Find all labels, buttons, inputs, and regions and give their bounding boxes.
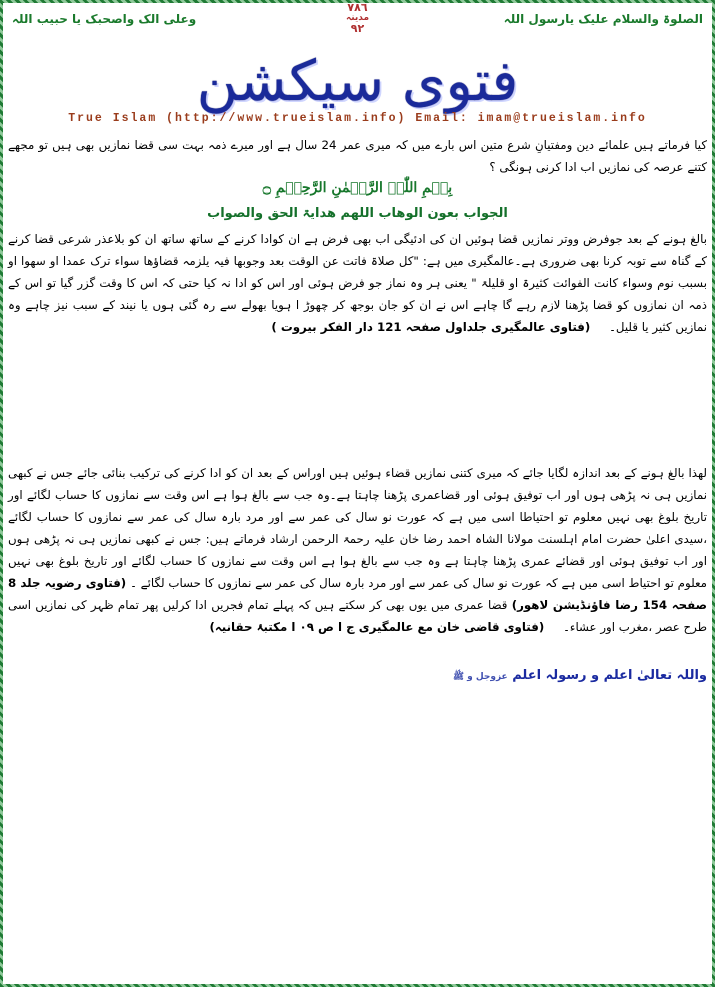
header-salutation-left: وعلی الک واصحبک یا حبیب اللہ bbox=[12, 12, 197, 26]
header-number-top: ٧٨٦ bbox=[347, 1, 368, 14]
reference-alamgiri: (فتاوی عالمگیری جلداول صفحہ 121 دار الفکر بیروت ) bbox=[271, 320, 591, 334]
answer-paragraph-3: قضا عمری میں یوں بھی کر سکتے ہیں کہ پہلے تمام فجریں ادا کرلیں پھر تمام ظہر کی نمازیں اسی طرح عصر ،مغرب اور عشاء۔ bbox=[8, 598, 707, 634]
site-contact-line: True Islam (http://www.trueislam.info) Email: imam@trueislam.info bbox=[68, 112, 647, 125]
reference-qazi-khan: (فتاوی قاضی خان مع عالمگیری ج ا ص ٠٩ ا مکتبۂ حقانیہ) bbox=[209, 620, 545, 634]
answer-paragraph-1: بالغ ہونے کے بعد جوفرض ووتر نمازیں قضا ہوئیں ان کی ادئیگی اب بھی فرض ہے ان کوادا کرنے کے ساتھ ساتھ ان کو بلاعذر شرعی قضا کرنے کے گناہ سے توبہ کرنا بھی ضروری ہے۔عالمگیری میں ہے: "کل صلاۃ فاتت عن الوقت بعد وجوبھا فیہ یلزمہ قضاؤھا سواء ترک عمدا او سھوا او بسبب نوم وسواء کانت الفوائت کثیرۃ او قلیلۃ " یعنی ہر وہ نماز جو فرض ہوئی اور اس کو ادا نہ کیا حتی کہ اس کا وقت گزر گیا تو اس کے ذمہ ان نمازوں کو قضا پڑھنا لازم رہے گا چاہے اس نے ان کو جان بوجھ کر چھوڑ ا ہویا بھولے سے رہ گئی ہوں یا نیند کے سبب نیز چاہے وہ نمازیں کثیر یا قلیل۔ bbox=[8, 232, 707, 334]
closing-text: واللہ تعالیٰ اعلم و رسولہ اعلم bbox=[512, 668, 707, 683]
answer-heading: الجواب بعون الوھاب اللھم ھدایۃ الحق والصواب bbox=[207, 206, 508, 221]
answer-section-1 bbox=[8, 228, 707, 338]
answer-paragraph-2: لھذا بالغ ہونے کے بعد اندازہ لگایا جائے کہ میری کتنی نمازیں قضاء ہوئیں ہیں اوراس کے بعد ان کو ادا کرنے کی ترکیب بنائی جائے جس نے کبھی نمازیں ہی نہ پڑھی ہوں اور اب توفیق ہوئی اور قضاعمری پڑھنا چاہتا ہے۔وہ جب سے بالغ ہوا ہے اس وقت سے نمازوں کا حساب لگائے اور تاریخ بلوغ بھی نہیں معلوم تو احتیاطا اسی میں ہے کہ عورت نو سال کی عمر سے اور مرد بارہ سال کی عمر سے نمازوں کا حساب لگائے ،سیدی اعلیٰ حضرت امام اہلسنت مولانا الشاہ احمد رضا خان علیہ رحمۃ الرحمن ارشاد فرماتے ہیں: جس نے کبھی نمازیں ہی نہ پڑھی ہوں اور اب توفیق ہوئی اور قضائے عمری پڑھنا چاہتا ہے وہ جب سے بالغ ہوا ہے اس وقت سے نمازوں کا حساب لگائے اور تاریخ بلوغ بھی نہیں معلوم تو احتیاط اسی میں ہے کہ عورت نو سال کی عمر سے اور مرد بارہ سال کی عمر سے نمازوں کا حساب لگائے ۔ bbox=[8, 466, 707, 590]
honorific-glyph: عزوجل و ﷺ bbox=[453, 672, 508, 682]
page-title: فتوی سیکشن bbox=[196, 49, 519, 114]
closing-line bbox=[8, 668, 707, 684]
header-number-mid: مدینہ bbox=[345, 13, 370, 23]
answer-section-2 bbox=[8, 462, 707, 638]
reference-rizvia: (فتاوی رضویہ جلد 8 صفحہ 154 رضا فاؤنڈیشن لاھور) bbox=[8, 576, 708, 612]
header-salutation-right: الصلوۃ والسلام علیک یارسول اللہ bbox=[503, 12, 703, 26]
bismillah: بِسۡمِ اللّٰہِ الرَّحۡمٰنِ الرَّحِیۡمِ ۝ bbox=[262, 180, 453, 196]
question-text: کیا فرماتے ہیں علمائے دین ومفتیانِ شرع متین اس بارے میں کہ میری عمر 24 سال ہے اور میرے ذمہ بہت سی قضا نمازیں بھی ہیں تو مجھے کتنے عرصہ کی نمازیں اب ادا کرنی ہونگی ؟ bbox=[8, 138, 707, 174]
header-number-bottom: ٩٢ bbox=[350, 22, 365, 35]
